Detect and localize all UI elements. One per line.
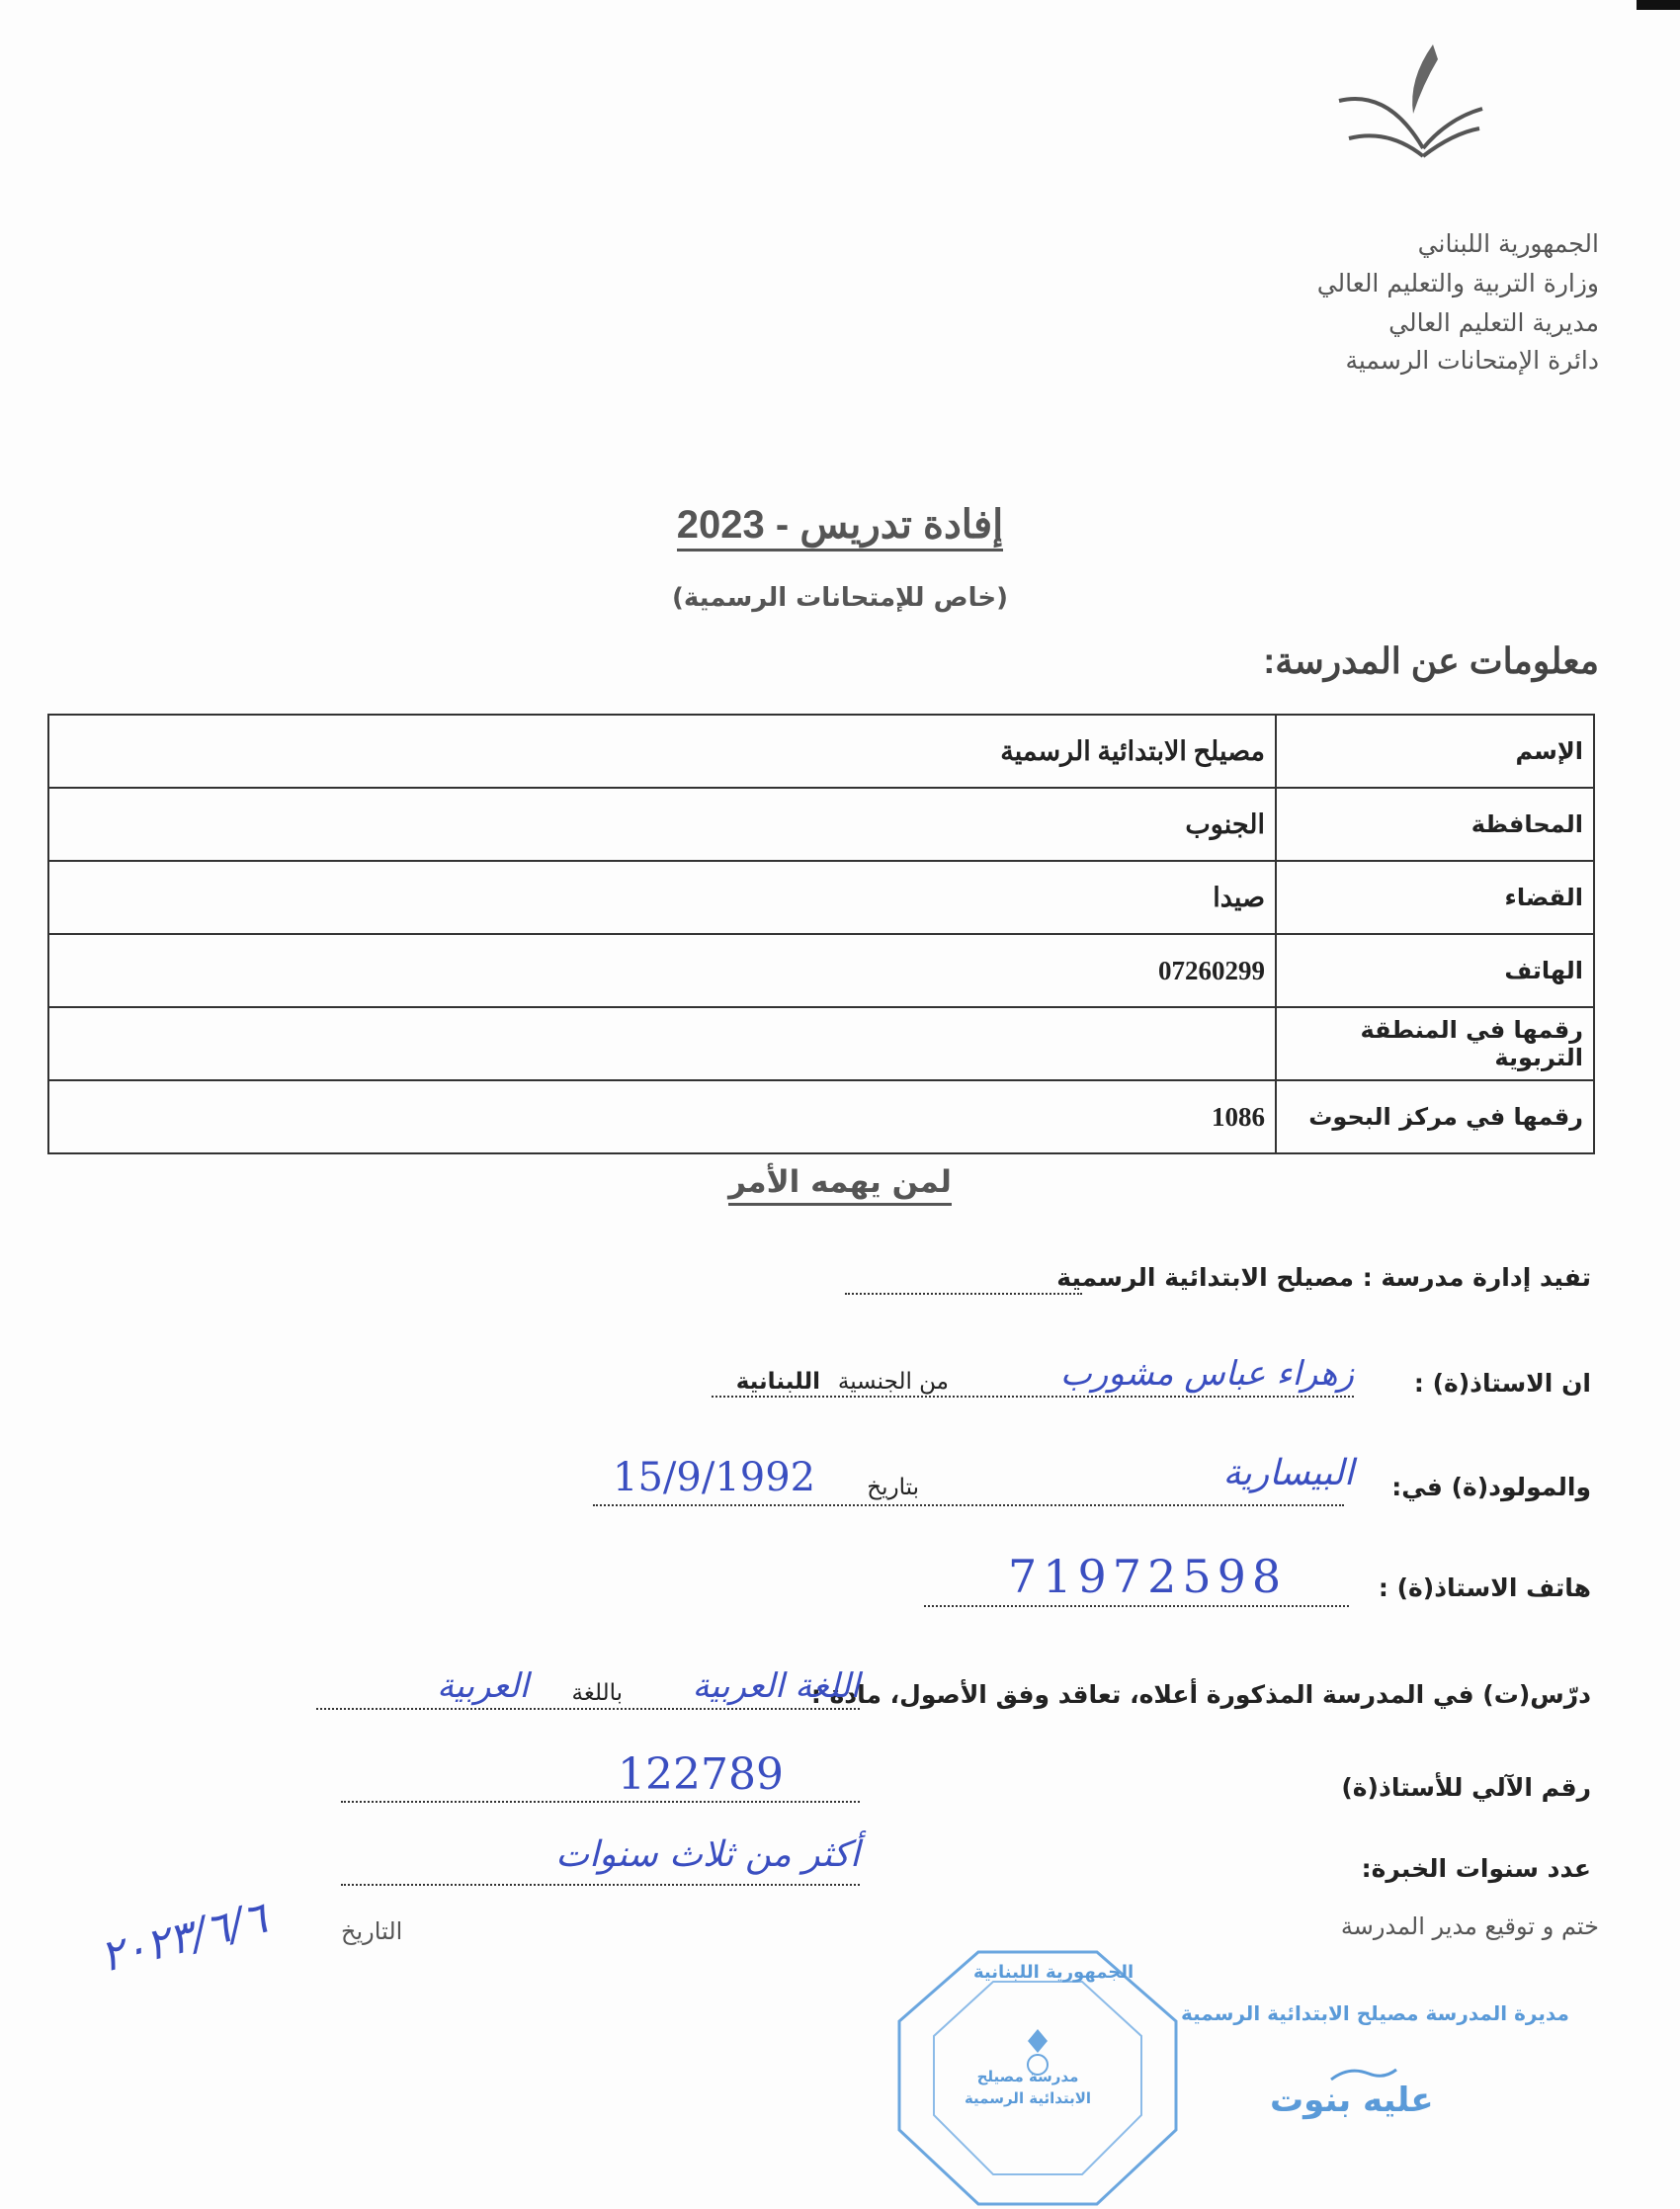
page-title: إفادة تدريس - 2023 — [0, 502, 1680, 548]
table-row — [48, 934, 1594, 1007]
header-department: دائرة الإمتحانات الرسمية — [1345, 346, 1599, 375]
table-row — [48, 1007, 1594, 1080]
born-label: والمولود(ة) في: — [1391, 1473, 1591, 1501]
row-label-governorate: المحافظة — [1276, 788, 1594, 861]
language-label: باللغة — [571, 1680, 623, 1706]
row-label-edu-zone-number: رقمها في المنطقة التربوية — [1276, 1007, 1594, 1080]
handwritten-date: ٢٠٢٣/٦/٦ — [95, 1893, 273, 1983]
teacher-phone-label: هاتف الاستاذ(ة) : — [1378, 1573, 1591, 1602]
nationality-label: من الجنسية — [837, 1369, 949, 1395]
experience-label: عدد سنوات الخبرة: — [1361, 1854, 1591, 1883]
row-value-governorate: الجنوب — [48, 788, 1276, 861]
date-label: بتاريخ — [867, 1475, 919, 1500]
subject-value: اللغة العربية — [692, 1666, 860, 1706]
auto-number-value: 122789 — [618, 1749, 784, 1800]
nationality-value: اللبنانية — [735, 1369, 820, 1395]
taught-label: درّس(ت) في المدرسة المذكورة أعلاه، تعاقد وفق الأصول، مادة : — [810, 1680, 1591, 1709]
corner-mark — [1637, 0, 1680, 10]
birth-date: 15/9/1992 — [613, 1455, 816, 1500]
date-footer-label: التاريخ — [341, 1917, 403, 1945]
row-value-edu-zone-number — [48, 1007, 1276, 1080]
signature-label: ختم و توقيع مدير المدرسة — [1340, 1912, 1599, 1940]
born-place: البيسارية — [1222, 1453, 1354, 1493]
teacher-phone-value: 71972598 — [1008, 1550, 1288, 1603]
row-value-phone: 07260299 — [48, 934, 1276, 1007]
row-label-phone: الهاتف — [1276, 934, 1594, 1007]
row-value-research-center-number: 1086 — [48, 1080, 1276, 1153]
dotted-line — [316, 1708, 860, 1710]
teacher-name: زهراء عباس مشورب — [1059, 1354, 1354, 1394]
dotted-line — [712, 1396, 1354, 1398]
table-row — [48, 1080, 1594, 1153]
language-value: العربية — [437, 1666, 529, 1706]
teacher-label: ان الاستاذ(ة) : — [1413, 1369, 1591, 1398]
signature-stroke-icon — [1329, 2064, 1398, 2083]
auto-number-label: رقم الآلي للأستاذ(ة) — [1341, 1773, 1591, 1802]
header-ministry: وزارة التربية والتعليم العالي — [1316, 269, 1599, 297]
header-republic: الجمهورية اللبناني — [1417, 229, 1599, 258]
school-admin-label: تفيد إدارة مدرسة : — [1362, 1263, 1591, 1292]
seal-top-text: الجمهورية اللبنانية — [973, 1962, 1134, 1983]
dotted-line — [845, 1293, 1082, 1295]
table-row — [48, 788, 1594, 861]
experience-value: أكثر من ثلاث سنوات — [555, 1834, 860, 1875]
director-line: مديرة المدرسة مصيلح الابتدائية الرسمية — [1181, 2001, 1569, 2025]
row-label-name: الإسم — [1276, 715, 1594, 788]
school-info-table — [47, 714, 1595, 1154]
school-admin-value: مصيلح الابتدائية الرسمية — [1056, 1263, 1354, 1292]
table-row — [48, 861, 1594, 934]
row-value-name: مصيلح الابتدائية الرسمية — [48, 715, 1276, 788]
to-whom-heading: لمن يهمه الأمر — [0, 1164, 1680, 1200]
header-directorate: مديرية التعليم العالي — [1388, 308, 1599, 337]
section-heading: معلومات عن المدرسة: — [1263, 640, 1599, 681]
page-subtitle: (خاص للإمتحانات الرسمية) — [672, 583, 1008, 613]
dotted-line — [924, 1605, 1349, 1607]
table-row — [48, 715, 1594, 788]
book-logo-icon — [1329, 30, 1487, 178]
row-label-district: القضاء — [1276, 861, 1594, 934]
row-value-district: صيدا — [48, 861, 1276, 934]
dotted-line — [341, 1884, 860, 1886]
row-label-research-center-number: رقمها في مركز البحوث — [1276, 1080, 1594, 1153]
dotted-line — [593, 1504, 1344, 1506]
seal-center-text: مدرسة مصيلح الابتدائية الرسمية — [964, 2068, 1092, 2107]
dotted-line — [341, 1801, 860, 1803]
director-name: عليه بنوت — [1270, 2081, 1434, 2120]
